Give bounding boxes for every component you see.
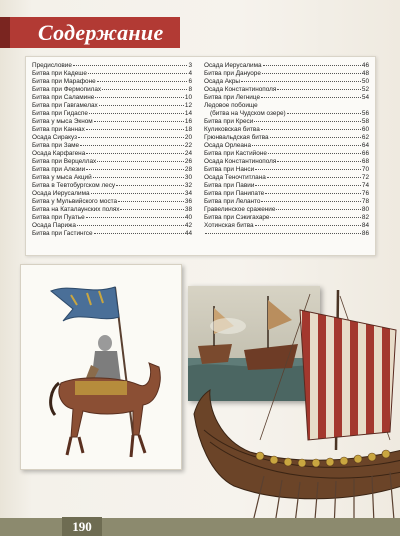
- toc-entry-page: 64: [361, 142, 369, 149]
- toc-entry-title: Хотинская битва: [204, 222, 254, 229]
- toc-entry-page: 30: [184, 174, 192, 181]
- toc-entry-title: Битва на Каталаунских полях: [32, 206, 120, 213]
- toc-entry-title: Битва при Панипате: [204, 190, 265, 197]
- toc-entry: [32, 70, 192, 78]
- toc-entry: [204, 190, 369, 198]
- toc-leader-dots: [102, 89, 187, 90]
- toc-entry-title: Осада Константинополя: [204, 86, 277, 93]
- toc-entry-page: 18: [184, 126, 192, 133]
- toc-entry: [204, 166, 369, 174]
- toc-entry-title: Гравелинское сражение: [204, 206, 276, 213]
- toc-leader-dots: [94, 121, 184, 122]
- toc-entry-title: Битва при Заме: [32, 142, 80, 149]
- toc-leader-dots: [261, 129, 361, 130]
- toc-leader-dots: [86, 129, 184, 130]
- toc-entry-page: 78: [361, 198, 369, 205]
- toc-entry: [204, 70, 369, 78]
- toc-leader-dots: [252, 145, 361, 146]
- knight-on-horse-illustration: [20, 264, 182, 470]
- toc-leader-dots: [86, 217, 184, 218]
- toc-entry-title: Битва при Гавгамелах: [32, 102, 98, 109]
- toc-entry: [32, 206, 192, 214]
- toc-entry-page: 16: [184, 118, 192, 125]
- toc-entry: [204, 214, 369, 222]
- toc-leader-dots: [73, 65, 188, 66]
- toc-leader-dots: [276, 209, 360, 210]
- toc-leader-dots: [241, 81, 361, 82]
- toc-entry-page: 4: [188, 70, 192, 77]
- toc-entry-title: Осада Парижа: [32, 222, 76, 229]
- toc-entry-page: 74: [361, 182, 369, 189]
- toc-entry-page: 54: [361, 94, 369, 101]
- toc-leader-dots: [255, 169, 361, 170]
- toc-entry-page: 8: [188, 86, 192, 93]
- toc-entry-page: 34: [184, 190, 192, 197]
- toc-leader-dots: [97, 161, 184, 162]
- toc-entry-page: 24: [184, 150, 192, 157]
- toc-entry-title: Битва в Тевтобургском лесу: [32, 182, 116, 189]
- toc-leader-dots: [89, 113, 184, 114]
- toc-left-column: [32, 62, 192, 238]
- toc-entry: [204, 134, 369, 142]
- toc-entry-page: 70: [361, 166, 369, 173]
- toc-entry: [204, 174, 369, 182]
- toc-leader-dots: [254, 121, 361, 122]
- toc-entry-title: Куликовская битва: [204, 126, 260, 133]
- toc-entry-page: 68: [361, 158, 369, 165]
- toc-entry: [32, 142, 192, 150]
- toc-entry: [204, 182, 369, 190]
- toc-leader-dots: [205, 233, 361, 234]
- toc-entry-title: Битва при Гастингсе: [32, 230, 93, 237]
- toc-entry-page: 48: [361, 70, 369, 77]
- toc-entry-page: 3: [188, 62, 192, 69]
- toc-entry-title: Битва при Марафоне: [32, 78, 96, 85]
- toc-entry: [204, 62, 369, 70]
- toc-entry: [204, 222, 369, 230]
- toc-entry-page: 32: [184, 182, 192, 189]
- toc-leader-dots: [277, 89, 361, 90]
- toc-leader-dots: [94, 233, 184, 234]
- toc-entry-title: Осада Карфагена: [32, 150, 86, 157]
- toc-entry-title: Битва при Каннах: [32, 126, 85, 133]
- toc-entry-title: Осада Иерусалима: [204, 62, 262, 69]
- toc-entry-page: 84: [361, 222, 369, 229]
- toc-entry-page: 14: [184, 110, 192, 117]
- toc-entry: [32, 94, 192, 102]
- toc-entry-title: Битва при Саламине: [32, 94, 95, 101]
- toc-entry-title: Осада Иерусалима: [32, 190, 90, 197]
- toc-entry-title: Битва при Пуатье: [32, 214, 85, 221]
- toc-leader-dots: [262, 73, 361, 74]
- toc-entry-page: 72: [361, 174, 369, 181]
- toc-entry-title: Битва при Павии: [204, 182, 255, 189]
- toc-entry-page: 82: [361, 214, 369, 221]
- toc-leader-dots: [270, 217, 360, 218]
- toc-entry: [204, 102, 369, 110]
- toc-entry-page: 40: [184, 214, 192, 221]
- toc-entry: [204, 126, 369, 134]
- toc-entry-page: 62: [361, 134, 369, 141]
- toc-entry: [32, 174, 192, 182]
- toc-entry-title: Битва при Верцеллах: [32, 158, 97, 165]
- toc-leader-dots: [78, 137, 184, 138]
- toc-entry-page: 42: [184, 222, 192, 229]
- toc-leader-dots: [99, 105, 184, 106]
- toc-leader-dots: [263, 65, 361, 66]
- toc-entry-title: Битва при Гидаспе: [32, 110, 88, 117]
- toc-entry-page: 44: [184, 230, 192, 237]
- toc-leader-dots: [86, 153, 184, 154]
- toc-entry-title: Осада Теночтитлана: [204, 174, 266, 181]
- toc-entry: [32, 182, 192, 190]
- toc-entry-page: 20: [184, 134, 192, 141]
- toc-entry-title: Грюнвальдская битва: [204, 134, 269, 141]
- toc-entry-title: Битва при Дануоре: [204, 70, 261, 77]
- toc-entry-page: 56: [361, 110, 369, 117]
- toc-entry-page: 12: [184, 102, 192, 109]
- page-number: 190: [62, 517, 102, 536]
- toc-leader-dots: [287, 113, 361, 114]
- toc-entry-page: 36: [184, 198, 192, 205]
- toc-leader-dots: [255, 185, 361, 186]
- toc-entry-title: Битва при Нанси: [204, 166, 255, 173]
- toc-entry-title: Битва при Алезии: [32, 166, 86, 173]
- toc-entry-page: 6: [188, 78, 192, 85]
- toc-entry-title: Битва при Креси: [204, 118, 254, 125]
- toc-entry-page: 76: [361, 190, 369, 197]
- toc-entry-title: Битва при Легнице: [204, 94, 261, 101]
- toc-leader-dots: [86, 169, 184, 170]
- toc-entry: [204, 78, 369, 86]
- toc-entry-page: 10: [184, 94, 192, 101]
- toc-leader-dots: [267, 177, 361, 178]
- toc-leader-dots: [261, 97, 361, 98]
- toc-entry: [204, 206, 369, 214]
- toc-entry-page: 52: [361, 86, 369, 93]
- toc-leader-dots: [93, 177, 184, 178]
- toc-entry: [32, 102, 192, 110]
- toc-leader-dots: [116, 185, 184, 186]
- toc-entry-page: 58: [361, 118, 369, 125]
- toc-entry-title: Битва у мыса Экном: [32, 118, 93, 125]
- toc-leader-dots: [277, 161, 361, 162]
- toc-entry-page: 28: [184, 166, 192, 173]
- toc-leader-dots: [265, 193, 361, 194]
- toc-entry-title: Осада Орлеана: [204, 142, 252, 149]
- toc-entry-title: Битва при Сэкигахаре: [204, 214, 270, 221]
- toc-entry: [32, 222, 192, 230]
- toc-entry: [32, 214, 192, 222]
- toc-entry-page: 80: [361, 206, 369, 213]
- toc-entry: [32, 150, 192, 158]
- toc-entry-title: Битва при Фермопилах: [32, 86, 102, 93]
- toc-entry: [32, 110, 192, 118]
- toc-leader-dots: [118, 201, 184, 202]
- toc-entry-title: Предисловие: [32, 62, 72, 69]
- toc-entry: [204, 230, 369, 238]
- toc-entry-title: Осада Сиракуз: [32, 134, 78, 141]
- toc-leader-dots: [270, 137, 361, 138]
- toc-entry: [32, 134, 192, 142]
- toc-entry: [204, 118, 369, 126]
- toc-entry-page: 38: [184, 206, 192, 213]
- toc-entry-title: Битва при Леланто: [204, 198, 261, 205]
- toc-entry: [204, 158, 369, 166]
- toc-entry-page: 46: [361, 62, 369, 69]
- toc-leader-dots: [268, 153, 361, 154]
- toc-entry: [32, 190, 192, 198]
- toc-entry-page: 22: [184, 142, 192, 149]
- toc-leader-dots: [80, 145, 184, 146]
- toc-right-column: [204, 62, 369, 238]
- toc-entry: [32, 126, 192, 134]
- page-title: Содержание: [38, 20, 164, 45]
- toc-leader-dots: [120, 209, 183, 210]
- toc-entry: [32, 62, 192, 70]
- toc-entry-title: Битва при Кадеше: [32, 70, 87, 77]
- toc-entry: [32, 158, 192, 166]
- toc-entry: [204, 198, 369, 206]
- toc-entry: [204, 150, 369, 158]
- toc-entry-title: Осада Акры: [204, 78, 240, 85]
- toc-leader-dots: [261, 201, 360, 202]
- toc-entry: [32, 166, 192, 174]
- toc-entry: [32, 230, 192, 238]
- page-footer: [0, 512, 400, 536]
- toc-entry-page: 26: [184, 158, 192, 165]
- toc-entry: [32, 198, 192, 206]
- toc-entry-title: Битва у Мульвийского моста: [32, 198, 118, 205]
- toc-entry-page: 66: [361, 150, 369, 157]
- toc-leader-dots: [255, 225, 361, 226]
- toc-box: [25, 56, 376, 256]
- toc-entry-title: Битва при Кастийоне: [204, 150, 267, 157]
- toc-leader-dots: [88, 73, 187, 74]
- toc-entry-page: 86: [361, 230, 369, 237]
- footer-bar: [0, 518, 400, 536]
- toc-entry: [204, 94, 369, 102]
- toc-entry: [32, 118, 192, 126]
- toc-entry: [32, 78, 192, 86]
- toc-leader-dots: [91, 193, 184, 194]
- toc-entry-title: Ледовое побоище: [204, 102, 258, 109]
- toc-entry: [204, 142, 369, 150]
- toc-entry: [204, 110, 369, 118]
- toc-entry-title: Осада Константинополя: [204, 158, 277, 165]
- toc-entry-title: (битва на Чудском озере): [210, 110, 286, 117]
- toc-entry-page: 50: [361, 78, 369, 85]
- toc-leader-dots: [95, 97, 184, 98]
- toc-entry-page: 60: [361, 126, 369, 133]
- toc-leader-dots: [77, 225, 184, 226]
- toc-entry: [204, 86, 369, 94]
- toc-entry: [32, 86, 192, 94]
- toc-entry-title: Битва у мыса Акций: [32, 174, 92, 181]
- toc-leader-dots: [97, 81, 188, 82]
- viking-longship-illustration: [190, 290, 400, 536]
